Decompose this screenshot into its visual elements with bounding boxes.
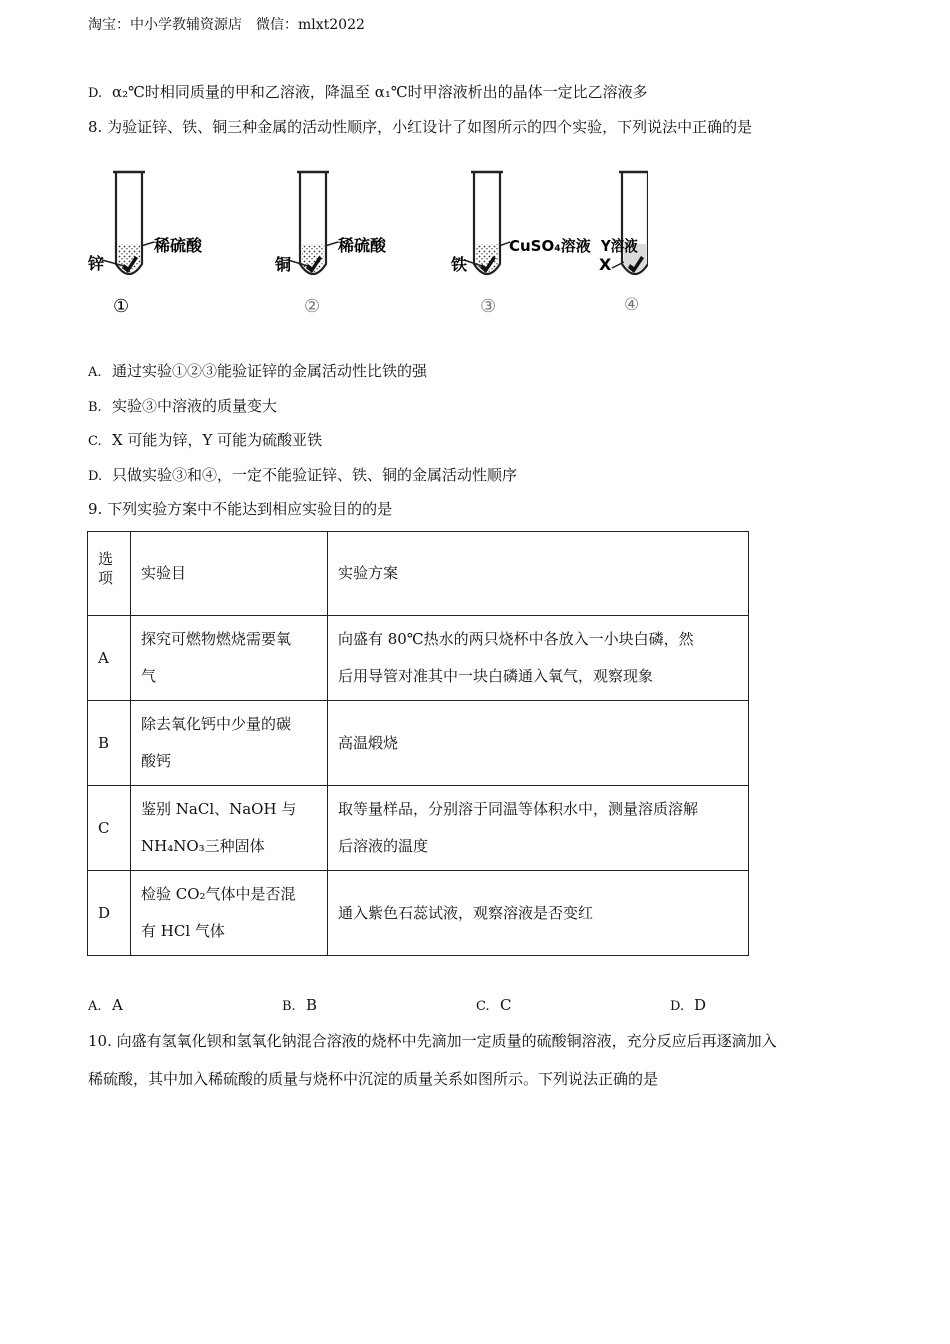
row-plan bbox=[328, 786, 749, 871]
tube-1-solution-label: 稀硫酸 bbox=[154, 236, 203, 255]
header-option-text: 选项 bbox=[98, 550, 114, 587]
table-row bbox=[88, 786, 749, 871]
q8-test-tube-figure bbox=[88, 160, 648, 330]
test-tube-4 bbox=[599, 172, 648, 315]
tube-3-number: ③ bbox=[480, 296, 497, 317]
test-tube-2 bbox=[274, 172, 387, 317]
q9-answer-d bbox=[670, 996, 706, 1014]
plan-line-1: 向盛有 80℃热水的两只烧杯中各放入一小块白磷，然 bbox=[338, 630, 694, 648]
row-plan bbox=[328, 616, 749, 701]
tube-4-number: ④ bbox=[624, 295, 640, 315]
option-letter: D. bbox=[88, 86, 103, 101]
table-row bbox=[88, 616, 749, 701]
plan-line-1: 取等量样品，分别溶于同温等体积水中，测量溶质溶解 bbox=[338, 800, 699, 818]
tube-4-solution-label: Y溶液 bbox=[601, 238, 638, 256]
purpose-line-1: 检验 CO₂气体中是否混 bbox=[141, 885, 296, 903]
row-purpose bbox=[131, 616, 328, 701]
answer-text: B bbox=[306, 996, 318, 1014]
row-purpose bbox=[131, 871, 328, 956]
header-purpose: 实验目 bbox=[131, 532, 328, 616]
tube-2-metal-label: 铜 bbox=[275, 255, 292, 274]
q8-option-d bbox=[88, 464, 517, 488]
q8-option-b bbox=[88, 395, 277, 419]
tube-1-number: ① bbox=[113, 296, 130, 317]
option-text: 只做实验③和④，一定不能验证锌、铁、铜的金属活动性顺序 bbox=[112, 466, 518, 484]
q10-stem-line-2: 稀硫酸，其中加入稀硫酸的质量与烧杯中沉淀的质量关系如图所示。下列说法正确的是 bbox=[88, 1070, 659, 1088]
tube-3-solution-label: CuSO₄溶液 bbox=[509, 237, 591, 255]
q8-option-c bbox=[88, 429, 322, 453]
answer-letter: A. bbox=[88, 999, 102, 1014]
test-tube-1 bbox=[88, 172, 203, 317]
row-option: A bbox=[88, 616, 131, 701]
table-header-row bbox=[88, 532, 749, 616]
answer-text: D bbox=[694, 996, 707, 1014]
q9-answer-a bbox=[88, 996, 123, 1014]
answer-text: C bbox=[500, 996, 512, 1014]
option-text: 实验③中溶液的质量变大 bbox=[112, 397, 278, 415]
purpose-line-1: 除去氧化钙中少量的碳 bbox=[141, 715, 292, 733]
row-plan: 通入紫色石蕊试液，观察溶液是否变红 bbox=[328, 871, 749, 956]
answer-letter: C. bbox=[476, 999, 490, 1014]
plan-line-2: 后用导管对准其中一块白磷通入氧气，观察现象 bbox=[338, 667, 654, 685]
tube-3-metal-label: 铁 bbox=[451, 255, 468, 274]
test-tube-3 bbox=[450, 172, 591, 317]
tube-2-number: ② bbox=[304, 296, 321, 317]
row-option: C bbox=[88, 786, 131, 871]
q9-answer-b bbox=[282, 996, 317, 1014]
answer-text: A bbox=[112, 996, 123, 1014]
option-letter: C. bbox=[88, 434, 102, 449]
plan-line-2: 后溶液的温度 bbox=[338, 837, 429, 855]
tube-1-metal-label: 锌 bbox=[88, 254, 105, 273]
option-letter: A. bbox=[88, 365, 102, 380]
tube-2-solution-label: 稀硫酸 bbox=[338, 236, 387, 255]
purpose-line-1: 探究可燃物燃烧需要氧 bbox=[141, 630, 292, 648]
option-text: 通过实验①②③能验证锌的金属活动性比铁的强 bbox=[112, 362, 428, 380]
option-text: X 可能为锌，Y 可能为硫酸亚铁 bbox=[112, 431, 323, 449]
q9-stem: 9. 下列实验方案中不能达到相应实验目的的是 bbox=[88, 500, 393, 518]
table-row bbox=[88, 701, 749, 786]
q8-option-a bbox=[88, 360, 427, 384]
purpose-line-2: 气 bbox=[141, 667, 157, 685]
q7-option-d bbox=[88, 81, 648, 105]
tube-4-metal-label: X bbox=[599, 255, 612, 274]
answer-letter: D. bbox=[670, 999, 685, 1014]
q8-stem: 8. 为验证锌、铁、铜三种金属的活动性顺序，小红设计了如图所示的四个实验，下列说法中正确的是 bbox=[88, 118, 753, 136]
purpose-line-1: 鉴别 NaCl、NaOH 与 bbox=[141, 800, 297, 818]
option-letter: D. bbox=[88, 469, 103, 484]
q9-table bbox=[87, 531, 749, 956]
purpose-line-2: 酸钙 bbox=[141, 752, 172, 770]
option-text: α₂℃时相同质量的甲和乙溶液，降温至 α₁℃时甲溶液析出的晶体一定比乙溶液多 bbox=[112, 83, 648, 101]
option-letter: B. bbox=[88, 400, 102, 415]
row-option: D bbox=[88, 871, 131, 956]
q9-answer-c bbox=[476, 996, 511, 1014]
purpose-line-2: NH₄NO₃三种固体 bbox=[141, 837, 265, 855]
purpose-line-2: 有 HCl 气体 bbox=[141, 922, 225, 940]
row-plan: 高温煅烧 bbox=[328, 701, 749, 786]
header-plan: 实验方案 bbox=[328, 532, 749, 616]
row-purpose bbox=[131, 701, 328, 786]
page-header: 淘宝：中小学教辅资源店 微信：mlxt2022 bbox=[88, 17, 365, 33]
q10-stem-line-1: 10. 向盛有氢氧化钡和氢氧化钠混合溶液的烧杯中先滴加一定质量的硫酸铜溶液，充分反应后再逐滴加入 bbox=[88, 1032, 777, 1050]
header-option bbox=[88, 532, 131, 616]
row-purpose bbox=[131, 786, 328, 871]
row-option: B bbox=[88, 701, 131, 786]
answer-letter: B. bbox=[282, 999, 296, 1014]
table-row bbox=[88, 871, 749, 956]
